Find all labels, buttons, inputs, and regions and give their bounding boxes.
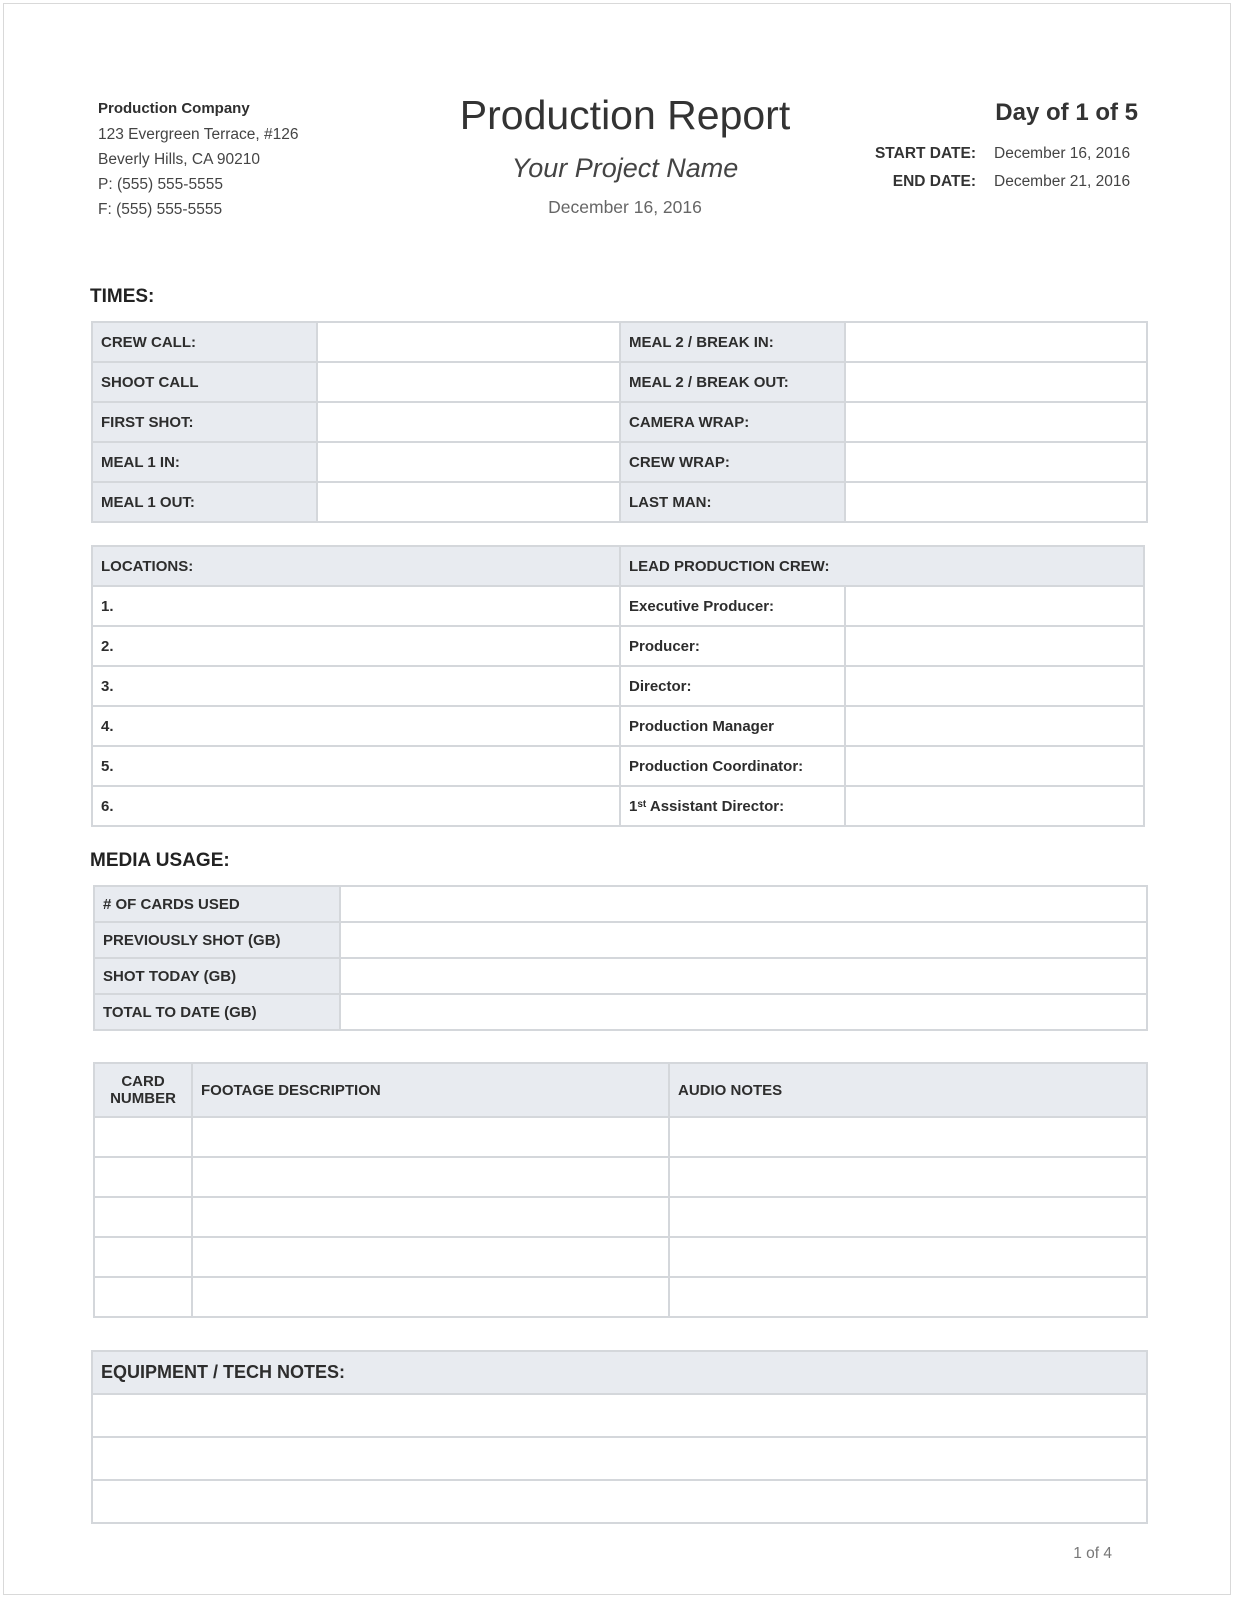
- company-address-line-2: Beverly Hills, CA 90210: [98, 151, 260, 168]
- footage-description-field[interactable]: [192, 1157, 669, 1197]
- report-title: Production Report: [459, 92, 791, 138]
- location-item[interactable]: 2.: [92, 626, 620, 666]
- times-value-field[interactable]: [317, 322, 620, 362]
- table-row: [92, 442, 1147, 482]
- times-label: SHOOT CALL: [92, 362, 317, 402]
- card-number-field[interactable]: [94, 1237, 192, 1277]
- media-value-field[interactable]: [340, 958, 1147, 994]
- media-usage-table: [93, 885, 1148, 1031]
- table-row: [94, 958, 1147, 994]
- table-row: [92, 666, 1144, 706]
- media-label: PREVIOUSLY SHOT (GB): [94, 922, 340, 958]
- crew-header: LEAD PRODUCTION CREW:: [620, 546, 1144, 586]
- times-label: MEAL 1 OUT:: [92, 482, 317, 522]
- media-section-title: MEDIA USAGE:: [90, 850, 230, 871]
- card-number-header-line-1: CARD: [121, 1073, 165, 1090]
- table-row: [92, 482, 1147, 522]
- table-row: [92, 362, 1147, 402]
- media-label: SHOT TODAY (GB): [94, 958, 340, 994]
- location-item[interactable]: 6.: [92, 786, 620, 826]
- company-fax: F: (555) 555-5555: [98, 201, 223, 218]
- table-row: [94, 1277, 1147, 1317]
- audio-notes-field[interactable]: [669, 1117, 1147, 1157]
- times-value-field[interactable]: [317, 402, 620, 442]
- locations-crew-table: [91, 545, 1145, 827]
- company-phone: P: (555) 555-5555: [98, 176, 223, 193]
- end-date-label: END DATE:: [892, 173, 976, 190]
- crew-role-label: Executive Producer:: [620, 586, 845, 626]
- table-row: [94, 1117, 1147, 1157]
- ad-ordinal-suffix: st: [637, 798, 647, 810]
- ad-role-text: Assistant Director:: [649, 797, 785, 815]
- footage-description-field[interactable]: [192, 1197, 669, 1237]
- audio-notes-field[interactable]: [669, 1157, 1147, 1197]
- table-row: [94, 994, 1147, 1030]
- equipment-notes-field[interactable]: [92, 1394, 1147, 1437]
- card-number-header-line-2: NUMBER: [110, 1090, 176, 1107]
- times-label: MEAL 2 / BREAK OUT:: [620, 362, 845, 402]
- times-label: CREW WRAP:: [620, 442, 845, 482]
- company-name: Production Company: [98, 100, 250, 117]
- table-row: [92, 706, 1144, 746]
- times-table: [91, 321, 1148, 523]
- crew-role-label: Producer:: [620, 626, 845, 666]
- start-date-value: December 16, 2016: [994, 145, 1131, 162]
- report-date: December 16, 2016: [548, 197, 702, 217]
- times-value-field[interactable]: [317, 362, 620, 402]
- footage-description-header: FOOTAGE DESCRIPTION: [192, 1063, 669, 1117]
- location-item[interactable]: 1.: [92, 586, 620, 626]
- times-value-field[interactable]: [845, 482, 1147, 522]
- crew-name-field[interactable]: [845, 706, 1144, 746]
- day-counter: Day of 1 of 5: [995, 99, 1138, 126]
- equipment-header: EQUIPMENT / TECH NOTES:: [92, 1351, 1147, 1394]
- footage-table: [93, 1062, 1148, 1318]
- crew-role-label: Production Coordinator:: [620, 746, 845, 786]
- table-row: [94, 1197, 1147, 1237]
- location-item[interactable]: 4.: [92, 706, 620, 746]
- crew-name-field[interactable]: [845, 586, 1144, 626]
- location-item[interactable]: 3.: [92, 666, 620, 706]
- equipment-table: [91, 1350, 1148, 1524]
- times-section-title: TIMES:: [90, 286, 155, 307]
- audio-notes-field[interactable]: [669, 1237, 1147, 1277]
- locations-header: LOCATIONS:: [92, 546, 620, 586]
- page-number: 1 of 4: [1073, 1545, 1112, 1562]
- table-row: [94, 922, 1147, 958]
- card-number-field[interactable]: [94, 1277, 192, 1317]
- table-row: [94, 1237, 1147, 1277]
- table-row: [92, 746, 1144, 786]
- times-label: LAST MAN:: [620, 482, 845, 522]
- times-label: CREW CALL:: [92, 322, 317, 362]
- card-number-header: [94, 1063, 192, 1117]
- crew-role-label: Director:: [620, 666, 845, 706]
- company-address-line-1: 123 Evergreen Terrace, #126: [98, 126, 299, 143]
- times-value-field[interactable]: [845, 362, 1147, 402]
- crew-role-label-ad: [620, 786, 845, 826]
- end-date-value: December 21, 2016: [994, 173, 1131, 190]
- table-row: [92, 586, 1144, 626]
- table-row: [92, 1394, 1147, 1437]
- table-row: [94, 886, 1147, 922]
- table-row: [92, 402, 1147, 442]
- media-value-field[interactable]: [340, 886, 1147, 922]
- times-label: CAMERA WRAP:: [620, 402, 845, 442]
- media-label: TOTAL TO DATE (GB): [94, 994, 340, 1030]
- times-label: MEAL 2 / BREAK IN:: [620, 322, 845, 362]
- footage-description-field[interactable]: [192, 1277, 669, 1317]
- times-value-field[interactable]: [317, 482, 620, 522]
- card-number-field[interactable]: [94, 1157, 192, 1197]
- times-value-field[interactable]: [845, 322, 1147, 362]
- media-label: # OF CARDS USED: [94, 886, 340, 922]
- start-date-label: START DATE:: [874, 145, 976, 162]
- crew-role-label: Production Manager: [620, 706, 845, 746]
- table-row: [92, 626, 1144, 666]
- equipment-notes-field[interactable]: [92, 1437, 1147, 1480]
- media-value-field[interactable]: [340, 994, 1147, 1030]
- table-row: [92, 786, 1144, 826]
- audio-notes-field[interactable]: [669, 1277, 1147, 1317]
- crew-name-field[interactable]: [845, 786, 1144, 826]
- crew-name-field[interactable]: [845, 746, 1144, 786]
- table-row: [92, 322, 1147, 362]
- crew-name-field[interactable]: [845, 666, 1144, 706]
- table-row: [94, 1063, 1147, 1117]
- media-value-field[interactable]: [340, 922, 1147, 958]
- table-row: [92, 1480, 1147, 1523]
- times-value-field[interactable]: [845, 402, 1147, 442]
- table-row: [92, 1351, 1147, 1394]
- ad-ordinal: 1: [629, 797, 638, 815]
- times-label: MEAL 1 IN:: [92, 442, 317, 482]
- audio-notes-header: AUDIO NOTES: [669, 1063, 1147, 1117]
- footage-description-field[interactable]: [192, 1117, 669, 1157]
- times-value-field[interactable]: [317, 442, 620, 482]
- times-value-field[interactable]: [845, 442, 1147, 482]
- footage-description-field[interactable]: [192, 1237, 669, 1277]
- audio-notes-field[interactable]: [669, 1197, 1147, 1237]
- project-name: Your Project Name: [511, 153, 739, 183]
- location-item[interactable]: 5.: [92, 746, 620, 786]
- table-row: [94, 1157, 1147, 1197]
- table-row: [92, 546, 1144, 586]
- card-number-field[interactable]: [94, 1197, 192, 1237]
- crew-name-field[interactable]: [845, 626, 1144, 666]
- card-number-field[interactable]: [94, 1117, 192, 1157]
- table-row: [92, 1437, 1147, 1480]
- equipment-notes-field[interactable]: [92, 1480, 1147, 1523]
- times-label: FIRST SHOT:: [92, 402, 317, 442]
